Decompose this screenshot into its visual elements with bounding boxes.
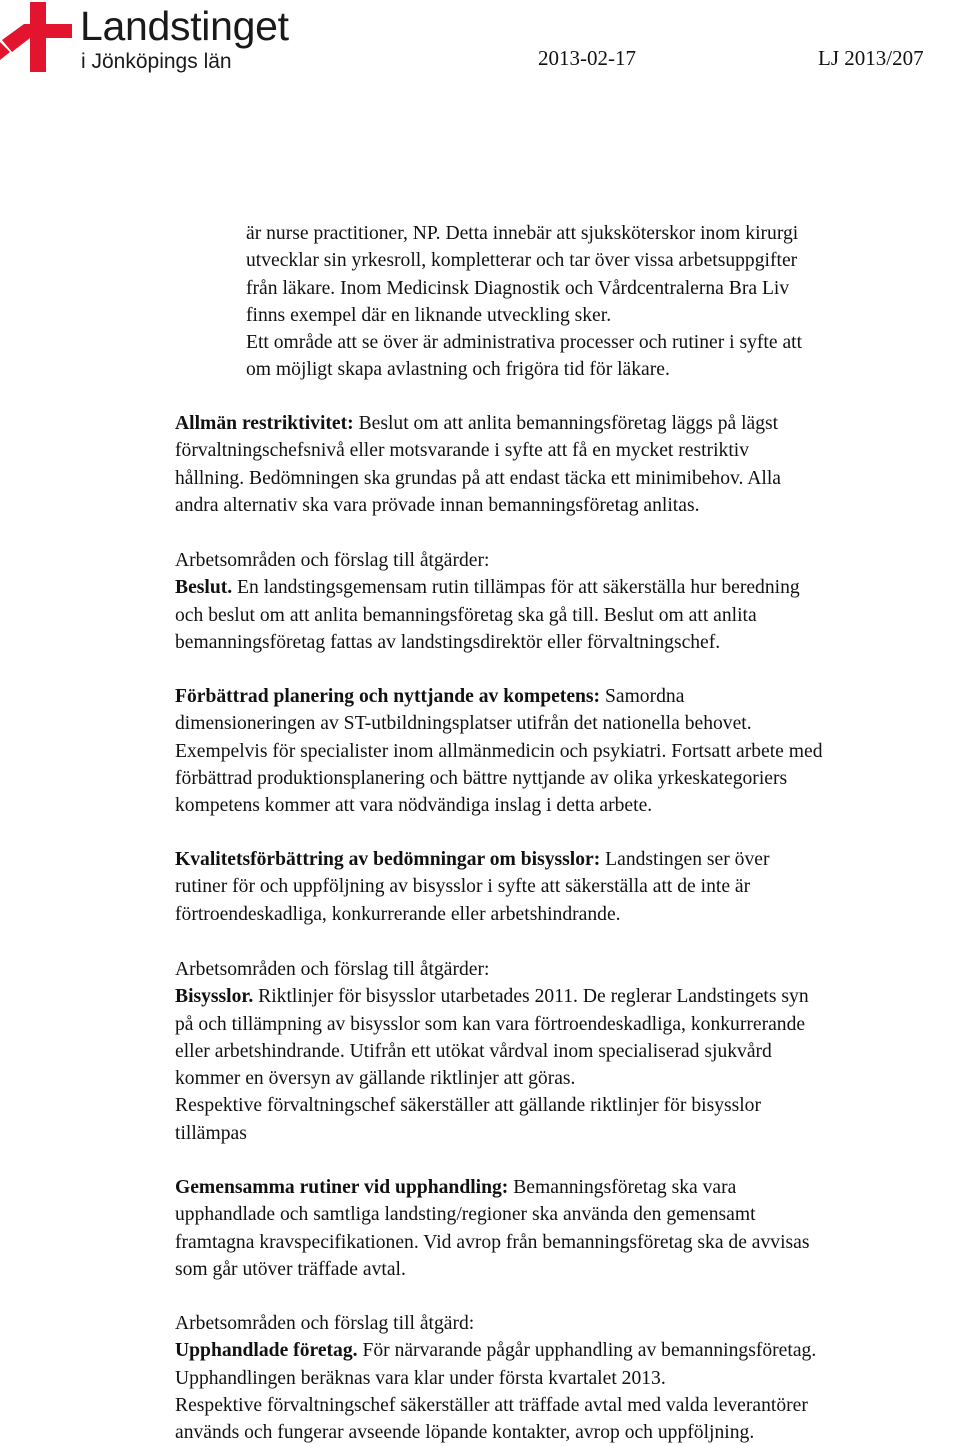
- text-line: Respektive förvaltningschef säkerställer att träffade avtal med valda leverantörer: [175, 1394, 808, 1416]
- section-heading: Gemensamma rutiner vid upphandling:: [175, 1177, 509, 1198]
- text-line: som går utöver träffade avtal.: [175, 1258, 406, 1280]
- gemensamma-rutiner-section: [175, 1174, 955, 1283]
- logo-subtitle: i Jönköpings län: [81, 50, 232, 73]
- text-line: är nurse practitioner, NP. Detta innebär att sjuksköterskor inom kirurgi: [246, 223, 799, 244]
- bisysslor-section: [175, 956, 955, 1147]
- text-line: finns exempel där en liknande utveckling sker.: [246, 304, 612, 326]
- landstinget-logo: [0, 0, 320, 80]
- section-label: Arbetsområden och förslag till åtgärd:: [175, 1313, 475, 1334]
- section-heading: Bisysslor.: [175, 986, 254, 1008]
- text-line: tillämpas: [175, 1122, 247, 1144]
- text-line: förbättrad produktionsplanering och bättre nyttjande av olika yrkeskategoriers: [175, 767, 788, 789]
- kvalitetsforbattring-section: [175, 846, 955, 928]
- text-line: förtroendeskadliga, konkurrerande eller arbetshindrande.: [175, 903, 621, 925]
- text-line: Beslut om att anlita bemanningsföretag läggs på lägst: [353, 413, 779, 434]
- text-line: från läkare. Inom Medicinsk Diagnostik och Vårdcentralerna Bra Liv: [246, 277, 790, 299]
- text-line: om möjligt skapa avlastning och frigöra tid för läkare.: [246, 359, 670, 381]
- text-line: För närvarande pågår upphandling av bemanningsföretag.: [357, 1340, 817, 1362]
- text-line: på och tillämpning av bisysslor som kan vara förtroendeskadliga, konkurrerande: [175, 1013, 806, 1035]
- text-line: förvaltningschefsnivå eller motsvarande i syfte att få en mycket restriktiv: [175, 440, 750, 462]
- text-line: Bemanningsföretag ska vara: [508, 1177, 737, 1198]
- forbattrad-planering-section: [175, 683, 955, 819]
- section-heading: Beslut.: [175, 577, 233, 599]
- text-line: och beslut om att anlita bemanningsföretag ska gå till. Beslut om att anlita: [175, 604, 757, 626]
- text-line: Samordna: [600, 686, 685, 707]
- text-line: används och fungerar avseende löpande kontakter, avrop och uppföljning.: [175, 1422, 755, 1444]
- logo-mark-icon: [0, 2, 76, 74]
- logo-title: Landstinget: [80, 3, 289, 49]
- section-heading: Upphandlade företag.: [175, 1340, 358, 1362]
- upphandlade-foretag-section: [175, 1310, 955, 1446]
- text-line: dimensioneringen av ST-utbildningsplatser utifrån det nationella behovet.: [175, 713, 752, 735]
- document-date: 2013-02-17: [538, 46, 636, 70]
- intro-paragraph: [246, 220, 946, 384]
- text-line: utvecklar sin yrkesroll, kompletterar och tar över vissa arbetsuppgifter: [246, 250, 798, 272]
- text-line: Respektive förvaltningschef säkerställer att gällande riktlinjer för bisysslor: [175, 1095, 762, 1117]
- beslut-section: [175, 547, 955, 656]
- allman-restriktivitet-section: [175, 410, 955, 519]
- section-label: Arbetsområden och förslag till åtgärder:: [175, 959, 490, 980]
- text-line: Landstingen ser över: [600, 849, 770, 870]
- text-line: andra alternativ ska vara prövade innan bemanningsföretag anlitas.: [175, 494, 700, 516]
- text-line: Ett område att se över är administrativa processer och rutiner i syfte att: [246, 332, 803, 354]
- text-line: upphandlade och samtliga landsting/regioner ska använda den gemensamt: [175, 1204, 756, 1226]
- section-heading: Förbättrad planering och nyttjande av kompetens:: [175, 686, 601, 707]
- text-line: kompetens kommer att vara nödvändiga inslag i detta arbete.: [175, 795, 653, 817]
- text-line: En landstingsgemensam rutin tillämpas för att säkerställa hur beredning: [232, 577, 800, 599]
- document-reference: LJ 2013/207: [818, 46, 924, 70]
- text-line: framtagna kravspecifikationen. Vid avrop från bemanningsföretag ska de avvisas: [175, 1231, 810, 1253]
- section-heading: Allmän restriktivitet:: [175, 413, 354, 434]
- text-line: Exempelvis för specialister inom allmänmedicin och psykiatri. Fortsatt arbete med: [175, 740, 823, 762]
- section-heading: Kvalitetsförbättring av bedömningar om bisysslor:: [175, 849, 601, 870]
- text-line: hållning. Bedömningen ska grundas på att endast täcka ett minimibehov. Alla: [175, 467, 781, 489]
- text-line: eller arbetshindrande. Utifrån ett utökat vårdval inom specialiserad sjukvård: [175, 1040, 772, 1062]
- text-line: kommer en översyn av gällande riktlinjer att göras.: [175, 1068, 576, 1090]
- text-line: Riktlinjer för bisysslor utarbetades 2011. De reglerar Landstingets syn: [253, 986, 809, 1008]
- text-line: rutiner för och uppföljning av bisysslor i syfte att säkerställa att de inte är: [175, 876, 751, 898]
- section-label: Arbetsområden och förslag till åtgärder:: [175, 550, 490, 571]
- text-line: bemanningsföretag fattas av landstingsdirektör eller förvaltningschef.: [175, 631, 721, 653]
- text-line: Upphandlingen beräknas vara klar under första kvartalet 2013.: [175, 1367, 666, 1389]
